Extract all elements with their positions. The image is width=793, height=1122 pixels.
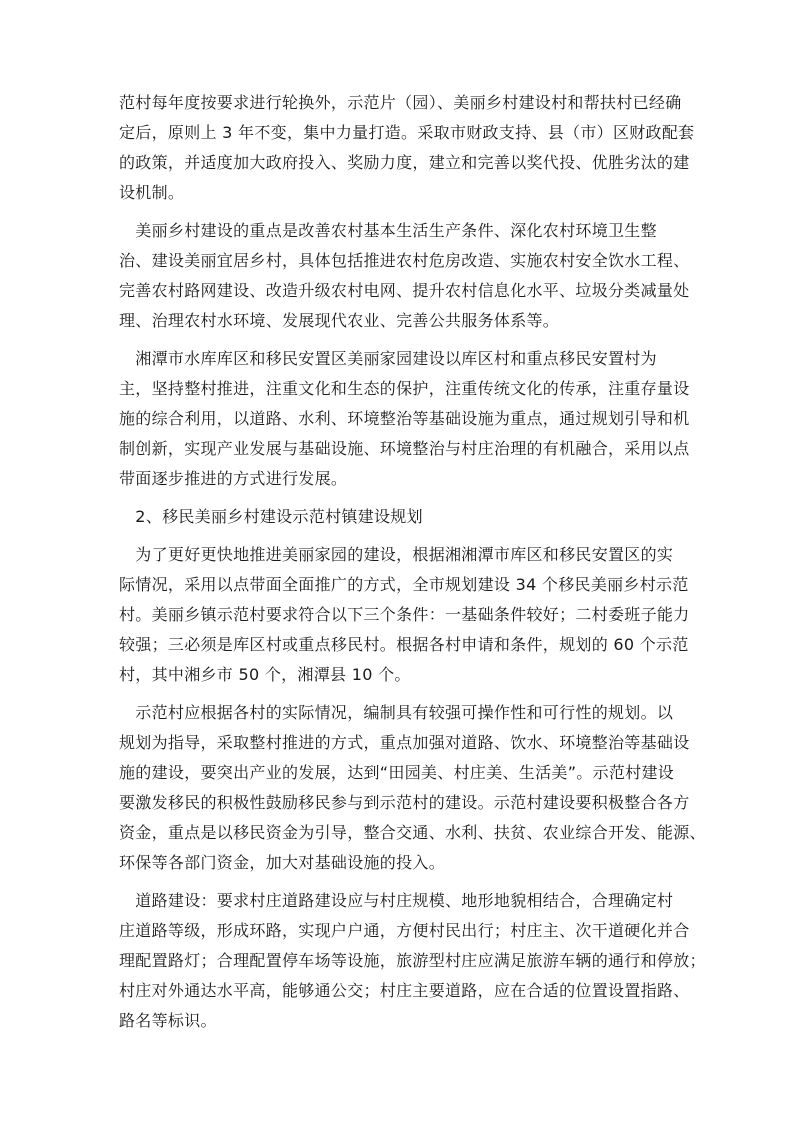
text-line: 定后，原则上 3 年不变，集中力量打造。采取市财政支持、县（市）区财政配套	[119, 123, 695, 142]
text-line: 施的建设，要突出产业的发展，达到“田园美、村庄美、生活美”。示范村建设	[119, 763, 675, 782]
heading-line: 2、移民美丽乡村建设示范村镇建设规划	[119, 507, 423, 526]
text-line: 规划为指导，采取整村推进的方式，重点加强对道路、饮水、环境整治等基础设	[119, 733, 690, 752]
text-line: 设机制。	[119, 183, 185, 202]
text-line: 际情况，采用以点带面全面推广的方式，全市规划建设 34 个移民美丽乡村示范	[119, 575, 689, 594]
text-line: 村。美丽乡镇示范村要求符合以下三个条件：一基础条件较好；二村委班子能力	[119, 605, 690, 624]
text-line: 村，其中湘乡市 50 个，湘潭县 10 个。	[119, 665, 411, 684]
paragraph-xiangtan-reservoir	[119, 344, 690, 494]
text-line: 范村每年度按要求进行轮换外，示范片（园）、美丽乡村建设村和帮扶村已经确	[119, 93, 682, 112]
text-line: 庄道路等级，形成环路，实现户户通，方便村民出行；村庄主、次干道硬化并合	[119, 921, 690, 940]
section-heading	[119, 502, 679, 532]
text-line: 较强；三必须是库区村或重点移民村。根据各村申请和条件，规划的 60 个示范	[119, 635, 689, 654]
paragraph-road-construction	[119, 886, 706, 1036]
text-line: 村庄对外通达水平高，能够通公交；村庄主要道路，应在合适的位置设置指路、	[119, 981, 690, 1000]
text-line: 理配置路灯；合理配置停车场等设施，旅游型村庄应满足旅游车辆的通行和停放；	[119, 951, 706, 970]
paragraph-demo-village-requirements	[119, 698, 706, 878]
paragraph-fund-policy	[119, 88, 695, 208]
text-line: 带面逐步推进的方式进行发展。	[119, 469, 348, 488]
document-body	[119, 88, 706, 1036]
text-line: 的政策，并适度加大政府投入、奖励力度，建立和完善以奖代投、优胜劣汰的建	[119, 153, 690, 172]
text-line: 制创新，实现产业发展与基础设施、环境整治与村庄治理的有机融合，采用以点	[119, 439, 690, 458]
text-line: 示范村应根据各村的实际情况，编制具有较强可操作性和可行性的规划。以	[119, 703, 674, 722]
text-line: 完善农村路网建设、改造升级农村电网、提升农村信息化水平、垃圾分类减量处	[119, 281, 690, 300]
text-line: 道路建设：要求村庄道路建设应与村庄规模、地形地貌相结合，合理确定村	[119, 891, 674, 910]
text-line: 美丽乡村建设的重点是改善农村基本生活生产条件、深化农村环境卫生整	[119, 221, 657, 240]
text-line: 环保等各部门资金，加大对基础设施的投入。	[119, 853, 446, 872]
text-line: 施的综合利用，以道路、水利、环境整治等基础设施为重点，通过规划引导和机	[119, 409, 690, 428]
text-line: 治、建设美丽宜居乡村，具体包括推进农村危房改造、实施农村安全饮水工程、	[119, 251, 690, 270]
text-line: 主，坚持整村推进，注重文化和生态的保护，注重传统文化的传承，注重存量设	[119, 379, 690, 398]
paragraph-demo-village-plan	[119, 540, 690, 690]
text-line: 资金，重点是以移民资金为引导，整合交通、水利、扶贫、农业综合开发、能源、	[119, 823, 706, 842]
text-line: 理、治理农村水环境、发展现代农业、完善公共服务体系等。	[119, 311, 560, 330]
text-line: 为了更好更快地推进美丽家园的建设，根据湘湘潭市库区和移民安置区的实	[119, 545, 674, 564]
text-line: 路名等标识。	[119, 1011, 217, 1030]
text-line: 要激发移民的积极性鼓励移民参与到示范村的建设。示范村建设要积极整合各方	[119, 793, 690, 812]
text-line: 湘潭市水库库区和移民安置区美丽家园建设以库区村和重点移民安置村为	[119, 349, 657, 368]
paragraph-construction-focus	[119, 216, 690, 336]
